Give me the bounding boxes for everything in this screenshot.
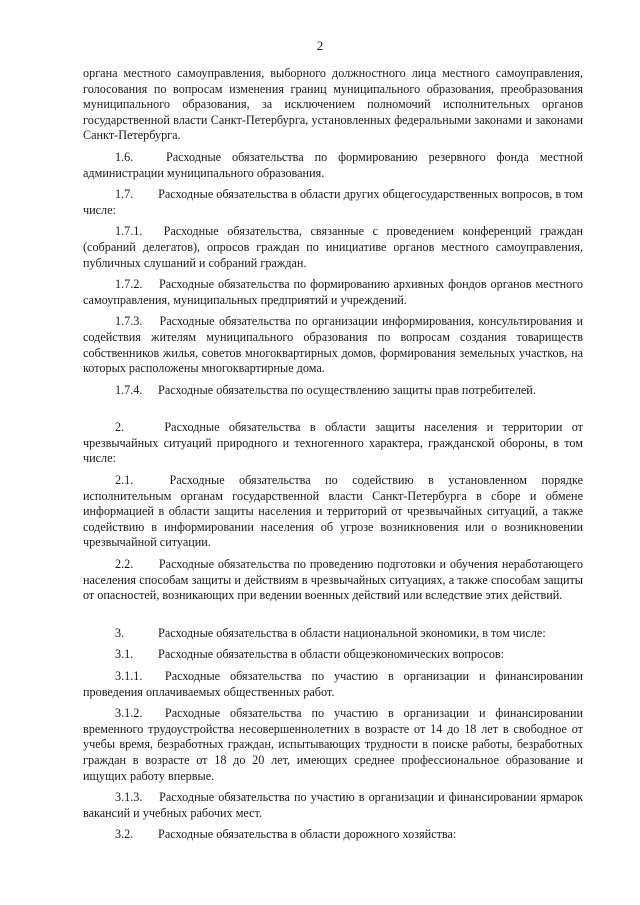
paragraph xyxy=(83,626,583,642)
paragraph-number: 3.1.1. xyxy=(115,669,143,683)
paragraph xyxy=(83,420,583,467)
paragraph-text: Расходные обязательства по проведению подготовки и обучения неработающего населения способам защиты и действиям в чрезвычайных ситуациях, а также способам защиты от опасностей, возникающих при ведении военных действий или вследствие этих действий. xyxy=(83,557,584,603)
paragraph-text: Расходные обязательства по организации информирования, консультирования и содействия жителям муниципального образования по вопросам создания товариществ собственников жилья, советов многоквартирных домов, формирования земельных участков, на которых расположены многоквартирные дома. xyxy=(83,314,583,376)
paragraph-number: 1.6. xyxy=(115,149,134,164)
paragraph xyxy=(83,473,583,551)
paragraph xyxy=(83,224,583,271)
paragraph-text: Расходные обязательства по участию в организации и финансировании временного трудоустройства несовершеннолетних в возрасте от 14 до 18 лет в свободное от учебы время, безработных граждан, испытывающих трудности в поиске работы, безработных граждан в возрасте от 18 до 20 лет, имеющих среднее профессиональное образование и ищущих работу впервые. xyxy=(83,706,583,783)
paragraph xyxy=(83,790,583,821)
paragraph-text: Расходные обязательства в области дорожного хозяйства: xyxy=(158,827,457,842)
paragraph xyxy=(83,66,583,144)
paragraph-text: Расходные обязательства, связанные с проведением конференций граждан (собраний делегатов), опросов граждан по инициативе органов местного самоуправления, публичных слушаний и собраний граждан. xyxy=(83,224,584,270)
paragraph xyxy=(83,557,583,604)
paragraph-number: 2.2. xyxy=(115,557,134,572)
paragraph-number: 3.1. xyxy=(115,647,134,662)
paragraph-number: 1.7. xyxy=(115,187,134,202)
paragraph xyxy=(83,314,583,376)
page-number: 2 xyxy=(316,38,324,53)
paragraph xyxy=(83,383,583,399)
paragraph-number: 1.7.3. xyxy=(115,314,143,329)
paragraph-number: 1.7.2. xyxy=(115,277,143,292)
paragraph-number: 3. xyxy=(115,625,125,640)
paragraph xyxy=(83,827,583,843)
paragraph-number: 3.1.2. xyxy=(115,706,143,721)
paragraph-text: Расходные обязательства по осуществлению защиты прав потребителей. xyxy=(158,382,536,397)
paragraph xyxy=(83,150,583,181)
paragraph xyxy=(83,706,583,784)
paragraph-text: органа местного самоуправления, выборного должностного лица местного самоуправления, голосования по вопросам изменения границ муниципального образования, преобразования муниципального образования, за исключением полномочий исполнительных органов государственной власти Санкт-Петербурга, установленных федеральными законами и законами Санкт-Петербурга. xyxy=(83,66,583,143)
paragraph-text: Расходные обязательства в области национальной экономики, в том числе: xyxy=(158,625,546,640)
paragraph-number: 2. xyxy=(115,420,125,435)
paragraph xyxy=(83,669,583,700)
paragraph-text: Расходные обязательства по содействию в установленном порядке исполнительным органам государственной власти Санкт-Петербурга в сборе и обмене информацией в области защиты населения и территорий от чрезвычайных ситуаций, а также содействию в информировании населения об угрозе возникновения или о возникновении чрезвычайной ситуации. xyxy=(83,473,583,550)
paragraph-text: Расходные обязательства по формированию архивных фондов органов местного самоуправления, муниципальных предприятий и учреждений. xyxy=(83,277,584,307)
paragraph-text: Расходные обязательства в области защиты населения и территории от чрезвычайных ситуаций природного и техногенного характера, гражданской обороны, в том числе: xyxy=(83,420,583,466)
paragraph-number: 1.7.4. xyxy=(115,382,143,397)
paragraph-number: 2.1. xyxy=(115,473,134,488)
paragraph xyxy=(83,187,583,218)
document-body xyxy=(83,66,583,849)
paragraph xyxy=(83,647,583,663)
paragraph-number: 3.2. xyxy=(115,827,134,842)
paragraph xyxy=(83,277,583,308)
paragraph-number: 3.1.3. xyxy=(115,790,143,805)
paragraph-text: Расходные обязательства по участию в организации и финансировании ярмарок вакансий и учебных рабочих мест. xyxy=(83,790,583,820)
paragraph-text: Расходные обязательства в области общеэкономических вопросов: xyxy=(158,647,505,662)
paragraph-text: Расходные обязательства в области других общегосударственных вопросов, в том числе: xyxy=(83,187,584,217)
paragraph-number: 1.7.1. xyxy=(115,224,143,239)
paragraph-text: Расходные обязательства по участию в организации и финансировании проведения оплачиваемых общественных работ. xyxy=(83,669,583,699)
paragraph-text: Расходные обязательства по формированию резервного фонда местной администрации муниципального образования. xyxy=(83,149,584,180)
